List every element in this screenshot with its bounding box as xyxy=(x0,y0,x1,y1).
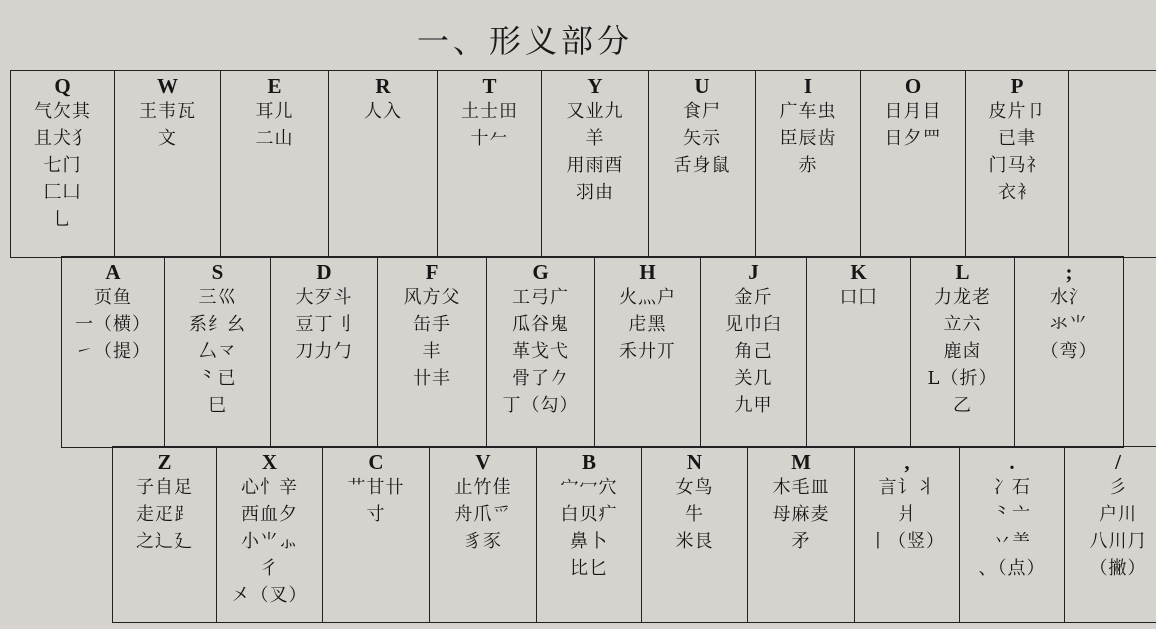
key-cell-o xyxy=(861,71,966,257)
keyboard-row-3 xyxy=(112,446,1156,623)
key-component-line: 舟爪爫 xyxy=(454,504,512,525)
key-component-line: 冫石 xyxy=(993,477,1031,498)
keyboard-row-1 xyxy=(10,70,1156,258)
key-component-line: 豸豕 xyxy=(464,531,502,552)
key-letter: / xyxy=(1115,450,1121,474)
key-component-line: 文 xyxy=(158,128,177,149)
key-component-line: 西血夕 xyxy=(241,504,298,525)
key-cell-c xyxy=(323,447,430,622)
key-cell-t xyxy=(438,71,542,257)
key-cell-f xyxy=(378,257,487,447)
key-component-line: ⺀已 xyxy=(198,368,237,389)
key-component-line: 彡 xyxy=(1108,477,1128,498)
key-component-line: 大歹斗 xyxy=(295,287,353,308)
key-cell-y xyxy=(542,71,649,257)
key-cell-w xyxy=(115,71,221,257)
key-letter: U xyxy=(694,74,710,98)
key-component-line: 工弓广 xyxy=(512,287,569,308)
key-component-line: 矛 xyxy=(791,531,811,552)
key-component-line: 日月目 xyxy=(884,101,942,122)
key-cell-u xyxy=(649,71,756,257)
key-letter: K xyxy=(850,260,867,284)
key-component-line: （弯） xyxy=(1040,341,1098,362)
key-cell-i xyxy=(756,71,861,257)
key-component-line: 氺⺌ xyxy=(1050,314,1088,335)
key-cell-s xyxy=(165,257,271,447)
key-component-line: 瓜谷鬼 xyxy=(512,314,569,335)
key-component-line: 鼻卜 xyxy=(570,531,608,552)
key-component-line: 木毛皿 xyxy=(772,477,830,498)
key-component-line: 一（横） xyxy=(75,314,151,335)
key-component-line: 寸 xyxy=(366,504,386,525)
key-cell-x xyxy=(217,447,323,622)
key-letter: L xyxy=(955,260,970,284)
key-letter: W xyxy=(157,74,178,98)
key-cell-a xyxy=(62,257,165,447)
key-component-line: 比匕 xyxy=(570,558,608,579)
key-component-line: 豆丁刂 xyxy=(295,314,353,335)
key-component-line: 土士田 xyxy=(461,101,518,122)
key-cell-b xyxy=(537,447,642,622)
key-cell-l xyxy=(911,257,1015,447)
key-component-line: 止竹佳 xyxy=(454,477,512,498)
key-component-line: 页鱼 xyxy=(94,287,132,308)
key-cell-blank xyxy=(1069,71,1156,257)
key-cell-v xyxy=(430,447,537,622)
key-component-line: 八川⺆ xyxy=(1089,531,1147,552)
key-component-line: 角己 xyxy=(734,341,773,362)
key-component-line: 革戈弋 xyxy=(512,341,569,362)
key-component-line: 虍黑 xyxy=(628,314,667,335)
key-letter: ; xyxy=(1065,260,1073,284)
key-component-line: 厶龴 xyxy=(198,341,237,362)
key-component-line: 已聿 xyxy=(998,128,1036,149)
key-letter: N xyxy=(686,450,703,474)
key-component-line: 白贝疒 xyxy=(560,504,618,525)
key-component-line: 缶手 xyxy=(413,314,451,335)
key-letter: G xyxy=(532,260,549,284)
key-cell-k xyxy=(807,257,911,447)
key-component-line: 母麻麦 xyxy=(772,504,830,525)
key-cell-g xyxy=(487,257,595,447)
key-component-line: 骨了𠂊 xyxy=(512,368,569,389)
key-letter: J xyxy=(748,260,759,284)
key-component-line: 、（点） xyxy=(978,558,1046,579)
key-component-line: 立六 xyxy=(943,314,982,335)
key-component-line: 风方父 xyxy=(403,287,461,308)
key-component-line: 彳 xyxy=(260,558,279,579)
key-component-line: 刀力勹 xyxy=(295,341,353,362)
key-component-line: 衣衤 xyxy=(998,182,1036,203)
key-component-line: 走疋⻊ xyxy=(136,504,193,525)
key-letter: T xyxy=(482,74,497,98)
key-component-line: 日夕罒 xyxy=(884,128,942,149)
key-component-line: ⺀亠 xyxy=(993,504,1031,525)
key-cell-q xyxy=(11,71,115,257)
key-cell-slash xyxy=(1065,447,1156,622)
key-component-line: 乙 xyxy=(953,395,972,416)
key-letter: , xyxy=(904,450,910,474)
key-letter: I xyxy=(803,74,813,98)
key-component-line: （撇） xyxy=(1089,558,1147,579)
key-component-line: 艹甘卄 xyxy=(347,477,405,498)
key-component-line: 匚凵 xyxy=(43,182,82,203)
key-component-line: 女鸟 xyxy=(675,477,714,498)
key-component-line: 二山 xyxy=(255,128,294,149)
key-letter: S xyxy=(211,260,224,284)
key-component-line: 水氵 xyxy=(1050,287,1088,308)
key-component-line: 火灬户 xyxy=(619,287,676,308)
key-component-line: 用雨酉 xyxy=(566,155,624,176)
key-component-line: ⺃ xyxy=(53,209,72,230)
key-component-line: 丷⺷ xyxy=(993,531,1031,552)
key-cell-h xyxy=(595,257,701,447)
key-component-line: 户川 xyxy=(1099,504,1137,525)
key-letter: F xyxy=(425,260,439,284)
key-cell-comma xyxy=(855,447,960,622)
key-letter: M xyxy=(791,450,811,474)
key-component-line: 巳 xyxy=(208,395,227,416)
key-component-line: 丁（勾） xyxy=(502,395,579,416)
key-cell-m xyxy=(748,447,855,622)
key-component-line: 禾廾丌 xyxy=(619,341,676,362)
key-component-line: 臣辰齿 xyxy=(779,128,837,149)
key-component-line: 羊 xyxy=(585,128,605,149)
key-component-line: 金斤 xyxy=(734,287,773,308)
key-component-line: 门马礻 xyxy=(988,155,1046,176)
key-letter: Z xyxy=(157,450,172,474)
key-component-line: 宀冖穴 xyxy=(560,477,618,498)
key-component-line: 羽由 xyxy=(576,182,614,203)
keyboard-row-2 xyxy=(61,256,1124,448)
key-cell-d xyxy=(271,257,378,447)
key-cell-e xyxy=(221,71,329,257)
key-letter: V xyxy=(475,450,491,474)
key-component-line: 赤 xyxy=(798,155,818,176)
key-component-line: 广车虫 xyxy=(779,101,837,122)
key-component-line: 丰 xyxy=(422,341,442,362)
key-letter: P xyxy=(1010,74,1024,98)
key-component-line: 皮片卩 xyxy=(988,101,1046,122)
key-cell-z xyxy=(113,447,217,622)
key-letter: E xyxy=(267,74,282,98)
key-component-line: 舌身鼠 xyxy=(673,155,731,176)
key-component-line: 㐅（叉） xyxy=(231,585,308,606)
key-component-line: 王韦瓦 xyxy=(139,101,196,122)
key-letter: A xyxy=(105,260,121,284)
key-letter: Y xyxy=(587,74,603,98)
key-component-line: 食尸 xyxy=(683,101,721,122)
key-component-line: 气欠其 xyxy=(34,101,91,122)
key-cell-period xyxy=(960,447,1065,622)
key-component-line: 又业九 xyxy=(566,101,624,122)
key-component-line: L（折） xyxy=(927,368,998,389)
key-component-line: 系纟幺 xyxy=(189,314,246,335)
key-cell-n xyxy=(642,447,748,622)
key-component-line: 人入 xyxy=(364,101,402,122)
key-component-line: 口囗 xyxy=(839,287,878,308)
key-letter: H xyxy=(639,260,656,284)
key-component-line: 鹿卤 xyxy=(943,341,982,362)
key-cell-j xyxy=(701,257,807,447)
key-component-line: 见巾臼 xyxy=(725,314,782,335)
key-component-line: 矢示 xyxy=(683,128,721,149)
key-component-line: 爿 xyxy=(897,504,917,525)
key-component-line: 牛 xyxy=(685,504,704,525)
key-letter: C xyxy=(368,450,384,474)
page-title: 一、形义部分 xyxy=(416,22,633,60)
key-letter: Q xyxy=(54,74,71,98)
key-component-line: 心忄辛 xyxy=(241,477,298,498)
key-component-line: 三巛 xyxy=(198,287,237,308)
key-letter: . xyxy=(1009,450,1015,474)
key-component-line: 且犬犭 xyxy=(34,128,91,149)
key-component-line: 耳儿 xyxy=(255,101,294,122)
key-letter: X xyxy=(261,450,278,474)
key-cell-p xyxy=(966,71,1069,257)
key-component-line: 子自足 xyxy=(136,477,193,498)
key-letter: R xyxy=(375,74,391,98)
key-component-line: 九甲 xyxy=(734,395,773,416)
key-component-line: 关几 xyxy=(734,368,773,389)
key-letter: O xyxy=(904,74,922,98)
key-component-line: 丨（竖） xyxy=(869,531,945,552)
key-component-line: 米艮 xyxy=(675,531,714,552)
key-component-line: 七门 xyxy=(43,155,82,176)
key-component-line: 力龙老 xyxy=(934,287,991,308)
key-letter: D xyxy=(316,260,332,284)
key-cell-semicolon xyxy=(1015,257,1124,447)
key-component-line: 小⺌⺗ xyxy=(241,531,298,552)
key-component-line: 之辶廴 xyxy=(136,531,193,552)
key-component-line: 卄丰 xyxy=(413,368,451,389)
key-cell-r xyxy=(329,71,438,257)
key-letter: B xyxy=(581,450,596,474)
key-component-line: 言讠丬 xyxy=(878,477,936,498)
key-component-line: ㇀（提） xyxy=(75,341,151,362)
key-component-line: 十𠂉 xyxy=(470,128,509,149)
